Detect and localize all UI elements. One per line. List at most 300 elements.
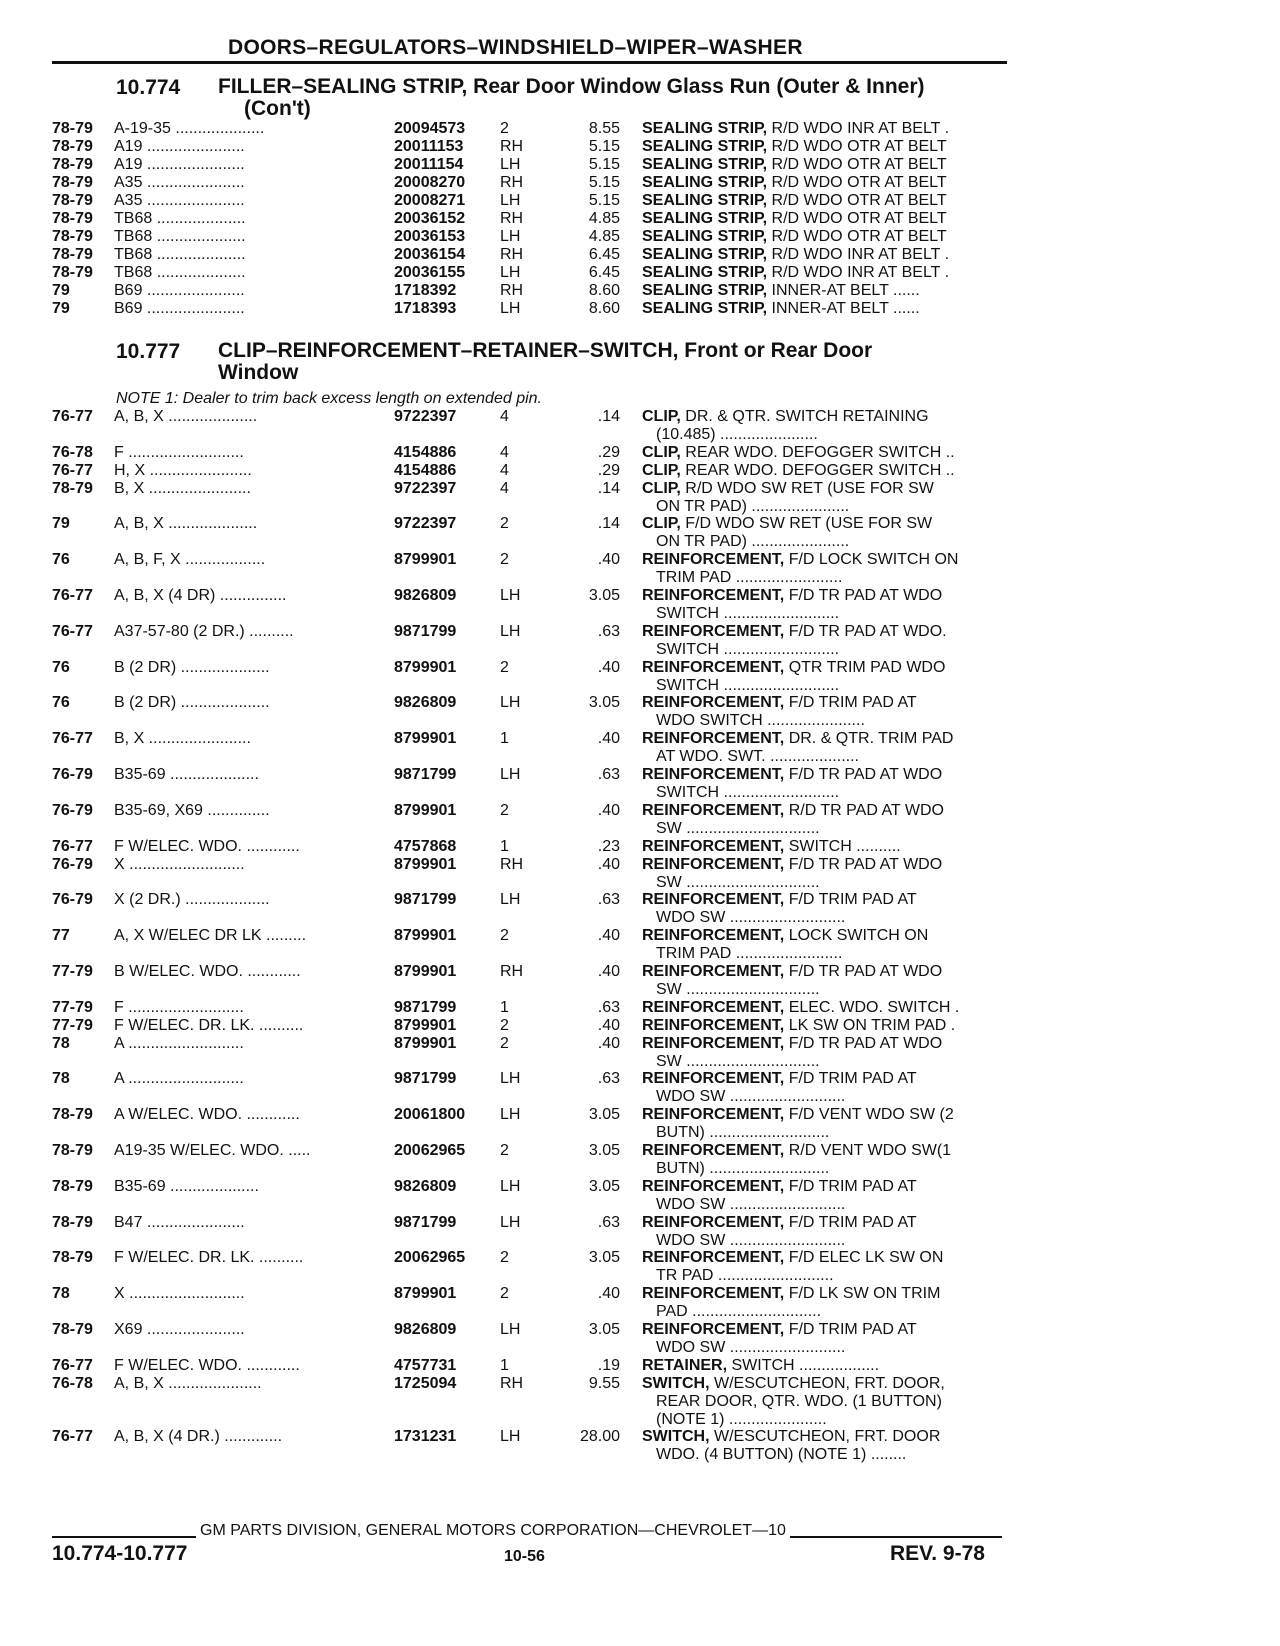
row-item-detail: R/D WDO OTR AT BELT (771, 192, 947, 209)
row-quantity: 2 (500, 120, 509, 137)
row-item-detail: W/ESCUTCHEON, FRT. DOOR (714, 1428, 941, 1446)
row-item-continuation: ON TR PAD) ...................... (656, 497, 850, 515)
row-part-number: 9826809 (394, 587, 457, 604)
row-description (642, 623, 1012, 659)
row-item-name: REINFORCEMENT, (642, 1285, 785, 1303)
row-year: 76-78 (52, 443, 93, 461)
row-year: 79 (52, 282, 70, 299)
row-price: 3.05 (588, 1177, 620, 1195)
row-model: X69 ...................... (114, 1320, 245, 1338)
row-price: 5.15 (588, 156, 620, 173)
table-row (0, 138, 1280, 158)
table-row (0, 1142, 1280, 1180)
row-item-continuation: SW .............................. (656, 819, 820, 837)
row-year: 78-79 (52, 174, 93, 191)
row-year: 78-79 (52, 138, 93, 155)
section-note: NOTE 1: Dealer to trim back excess length on extended pin. (116, 390, 542, 407)
row-item-name: SEALING STRIP, (642, 192, 768, 209)
row-quantity: RH (500, 962, 524, 980)
row-year: 76-79 (52, 891, 93, 909)
row-item-name: CLIP, (642, 443, 681, 461)
row-item-detail: F/D TRIM PAD AT (788, 891, 917, 909)
row-description (642, 1070, 1012, 1106)
row-model: A19 ...................... (114, 138, 245, 155)
row-price: 8.60 (588, 282, 620, 299)
row-description (642, 891, 1012, 927)
row-item-name: SEALING STRIP, (642, 138, 768, 155)
row-part-number: 8799901 (394, 1034, 457, 1052)
row-description (642, 963, 1012, 999)
row-model: A, B, X .................... (114, 408, 258, 425)
row-part-number: 9871799 (394, 622, 457, 640)
row-quantity: RH (500, 855, 524, 873)
section-title-10-774 (218, 76, 925, 120)
row-item-name: SEALING STRIP, (642, 246, 768, 263)
row-description (642, 120, 1012, 138)
row-year: 78-79 (52, 1177, 93, 1195)
row-item-continuation: SW .............................. (656, 873, 820, 891)
row-part-number: 20061800 (394, 1106, 466, 1124)
row-item-name: REINFORCEMENT, (642, 927, 785, 945)
row-quantity: LH (500, 300, 521, 317)
row-description (642, 730, 1012, 766)
row-item-detail: R/D TR PAD AT WDO (788, 801, 944, 819)
row-item-name: CLIP, (642, 461, 681, 479)
row-item-continuation: SWITCH .......................... (656, 784, 840, 801)
row-model: TB68 .................... (114, 228, 246, 245)
row-description (642, 210, 1012, 228)
table-row (0, 963, 1280, 1001)
row-price: .40 (597, 927, 620, 945)
row-part-number: 20008270 (394, 174, 466, 191)
row-part-number: 8799901 (394, 1016, 457, 1034)
row-item-continuation: BUTN) ........................... (656, 1124, 830, 1142)
row-model: B35-69 .................... (114, 1177, 259, 1195)
row-quantity: LH (500, 1320, 521, 1338)
row-item-detail: F/D TR PAD AT WDO (788, 1034, 943, 1052)
row-description (642, 138, 1012, 156)
row-price: 3.05 (588, 694, 620, 712)
row-quantity: 2 (500, 1141, 509, 1159)
row-price: 8.60 (588, 300, 620, 317)
row-item-name: REINFORCEMENT, (642, 1106, 785, 1124)
row-model: B69 ...................... (114, 282, 245, 299)
table-row (0, 1070, 1280, 1108)
row-year: 78 (52, 1070, 70, 1088)
row-item-detail: F/D TRIM PAD AT (788, 694, 917, 712)
table-row (0, 1035, 1280, 1073)
row-quantity: LH (500, 1213, 521, 1231)
table-row (0, 408, 1280, 446)
row-model: B35-69, X69 .............. (114, 801, 270, 819)
row-quantity: 1 (500, 730, 509, 748)
row-description (642, 264, 1012, 282)
row-description (642, 1249, 1012, 1285)
table-row (0, 623, 1280, 661)
row-year: 76-77 (52, 461, 93, 479)
table-row (0, 192, 1280, 212)
row-price: .40 (597, 962, 620, 980)
row-year: 77-79 (52, 998, 93, 1016)
row-quantity: LH (500, 587, 521, 604)
section-title-line2: (Con't) (244, 97, 311, 120)
row-item-continuation: REAR DOOR, QTR. WDO. (1 BUTTON) (656, 1392, 942, 1410)
row-part-number: 8799901 (394, 801, 457, 819)
row-part-number: 9871799 (394, 891, 457, 909)
row-price: 9.55 (588, 1374, 620, 1392)
row-year: 78-79 (52, 1141, 93, 1159)
row-quantity: LH (500, 156, 521, 173)
table-row (0, 1375, 1280, 1431)
row-description (642, 1178, 1012, 1214)
row-item-detail: INNER-AT BELT ...... (771, 300, 920, 317)
row-year: 78-79 (52, 264, 93, 281)
table-row (0, 1214, 1280, 1252)
row-year: 78-79 (52, 1249, 93, 1267)
row-item-detail: SWITCH .................. (731, 1356, 880, 1374)
row-year: 76-77 (52, 587, 93, 604)
row-model: H, X ....................... (114, 461, 252, 479)
row-price: .14 (597, 479, 620, 497)
table-row (0, 228, 1280, 248)
row-model: A-19-35 .................... (114, 120, 265, 137)
row-year: 76-77 (52, 1356, 93, 1374)
row-part-number: 9826809 (394, 694, 457, 712)
row-item-name: REINFORCEMENT, (642, 551, 785, 569)
row-description (642, 480, 1012, 516)
row-price: 3.05 (588, 1141, 620, 1159)
table-row (0, 659, 1280, 697)
row-item-name: REINFORCEMENT, (642, 1016, 785, 1034)
row-model: F W/ELEC. DR. LK. .......... (114, 1016, 304, 1034)
row-item-name: REINFORCEMENT, (642, 1320, 785, 1338)
row-item-name: SEALING STRIP, (642, 300, 768, 317)
row-price: 3.05 (588, 1106, 620, 1124)
row-description (642, 856, 1012, 892)
row-model: A19 ...................... (114, 156, 245, 173)
row-item-continuation: SW .............................. (656, 980, 820, 998)
row-price: .63 (597, 1070, 620, 1088)
row-model: A .......................... (114, 1034, 244, 1052)
row-part-number: 9722397 (394, 408, 457, 425)
row-model: F W/ELEC. WDO. ............ (114, 837, 300, 855)
row-model: TB68 .................... (114, 264, 246, 281)
row-part-number: 8799901 (394, 1285, 457, 1303)
row-model: A19-35 W/ELEC. WDO. ..... (114, 1141, 311, 1159)
row-price: .40 (597, 730, 620, 748)
row-model: A, B, X .................... (114, 515, 258, 533)
row-part-number: 8799901 (394, 551, 457, 569)
table-row (0, 264, 1280, 284)
row-description (642, 999, 1012, 1017)
row-item-detail: QTR TRIM PAD WDO (788, 658, 946, 676)
row-item-continuation: TRIM PAD ........................ (656, 569, 843, 587)
row-model: TB68 .................... (114, 210, 246, 227)
row-year: 78-79 (52, 120, 93, 137)
row-item-continuation: WDO SW .......................... (656, 1231, 846, 1249)
row-item-detail: REAR WDO. DEFOGGER SWITCH .. (685, 461, 955, 479)
row-part-number: 9871799 (394, 998, 457, 1016)
row-description (642, 838, 1012, 856)
row-model: B69 ...................... (114, 300, 245, 317)
row-description (642, 1357, 1012, 1375)
row-item-detail: R/D WDO OTR AT BELT (771, 228, 947, 245)
row-quantity: LH (500, 264, 521, 281)
row-item-detail: LK SW ON TRIM PAD . (788, 1016, 956, 1034)
row-year: 77-79 (52, 1016, 93, 1034)
table-row (0, 120, 1280, 140)
row-price: .29 (597, 443, 620, 461)
row-quantity: LH (500, 766, 521, 783)
row-description (642, 551, 1012, 587)
row-price: .40 (597, 855, 620, 873)
row-part-number: 8799901 (394, 927, 457, 945)
row-item-continuation: BUTN) ........................... (656, 1159, 830, 1177)
row-description (642, 1375, 1012, 1429)
table-row (0, 551, 1280, 589)
row-price: .63 (597, 891, 620, 909)
row-year: 78-79 (52, 1106, 93, 1124)
row-year: 79 (52, 300, 70, 317)
row-item-continuation: SWITCH .......................... (656, 605, 840, 622)
row-part-number: 9871799 (394, 1070, 457, 1088)
row-part-number: 20011153 (394, 138, 464, 155)
row-quantity: LH (500, 1070, 521, 1088)
row-year: 78-79 (52, 246, 93, 263)
table-row (0, 1106, 1280, 1144)
row-quantity: 2 (500, 515, 509, 533)
row-model: B W/ELEC. WDO. ............ (114, 962, 301, 980)
row-price: 3.05 (588, 1249, 620, 1267)
row-year: 78 (52, 1285, 70, 1303)
row-part-number: 20011154 (394, 156, 464, 173)
row-year: 78-79 (52, 228, 93, 245)
row-item-name: REINFORCEMENT, (642, 837, 785, 855)
row-price: 5.15 (588, 174, 620, 191)
row-part-number: 20062965 (394, 1141, 466, 1159)
row-description (642, 1142, 1012, 1178)
row-part-number: 1718393 (394, 300, 457, 317)
row-item-continuation: TRIM PAD ........................ (656, 945, 843, 963)
row-part-number: 8799901 (394, 730, 457, 748)
row-price: 3.05 (588, 1320, 620, 1338)
row-item-name: REINFORCEMENT, (642, 1249, 785, 1267)
row-price: 28.00 (579, 1428, 620, 1446)
row-item-continuation: SW .............................. (656, 1052, 820, 1070)
row-quantity: 2 (500, 1285, 509, 1303)
row-year: 78-79 (52, 1213, 93, 1231)
table-row (0, 1428, 1280, 1466)
row-quantity: LH (500, 228, 521, 245)
row-item-detail: F/D TRIM PAD AT (788, 1213, 917, 1231)
row-description (642, 174, 1012, 192)
table-row (0, 282, 1280, 302)
row-item-continuation: WDO. (4 BUTTON) (NOTE 1) ........ (656, 1446, 907, 1464)
row-item-name: REINFORCEMENT, (642, 587, 785, 604)
row-item-name: SEALING STRIP, (642, 228, 768, 245)
row-year: 78 (52, 1034, 70, 1052)
row-quantity: 4 (500, 461, 509, 479)
row-item-name: REINFORCEMENT, (642, 855, 785, 873)
row-item-detail: F/D WDO SW RET (USE FOR SW (685, 515, 933, 533)
row-item-detail: R/D WDO INR AT BELT . (771, 246, 950, 263)
row-quantity: LH (500, 1428, 521, 1446)
row-item-name: REINFORCEMENT, (642, 766, 785, 783)
row-item-detail: SWITCH .......... (788, 837, 901, 855)
row-price: .40 (597, 1034, 620, 1052)
row-item-name: CLIP, (642, 515, 681, 533)
row-part-number: 4757868 (394, 837, 457, 855)
row-quantity: 2 (500, 1034, 509, 1052)
row-model: B, X ....................... (114, 730, 251, 748)
row-model: A, B, F, X .................. (114, 551, 266, 569)
table-row (0, 587, 1280, 625)
section-title-line1: FILLER–SEALING STRIP, Rear Door Window Glass Run (Outer & Inner) (218, 75, 925, 98)
row-model: B47 ...................... (114, 1213, 245, 1231)
section-title-10-777 (218, 340, 872, 384)
table-row (0, 246, 1280, 266)
row-quantity: 4 (500, 479, 509, 497)
row-item-name: REINFORCEMENT, (642, 730, 785, 748)
row-year: 76 (52, 694, 70, 712)
row-part-number: 8799901 (394, 855, 457, 873)
row-price: 5.15 (588, 138, 620, 155)
row-price: 4.85 (588, 210, 620, 227)
row-description (642, 1017, 1012, 1035)
row-quantity: 1 (500, 998, 509, 1016)
row-description (642, 515, 1012, 551)
row-item-name: REINFORCEMENT, (642, 1070, 785, 1088)
row-description (642, 802, 1012, 838)
row-item-name: REINFORCEMENT, (642, 1213, 785, 1231)
row-description (642, 1106, 1012, 1142)
row-model: B (2 DR) .................... (114, 658, 270, 676)
row-item-detail: F/D TR PAD AT WDO (788, 766, 943, 783)
footer-revision: REV. 9-78 (890, 1542, 985, 1565)
row-model: A, B, X ..................... (114, 1374, 262, 1392)
row-model: A35 ...................... (114, 192, 245, 209)
row-part-number: 9871799 (394, 766, 457, 783)
row-part-number: 20062965 (394, 1249, 466, 1267)
page-header-title: DOORS–REGULATORS–WINDSHIELD–WIPER–WASHER (228, 36, 803, 59)
row-item-detail: R/D VENT WDO SW(1 (788, 1141, 952, 1159)
row-price: .40 (597, 658, 620, 676)
row-item-name: SWITCH, (642, 1428, 710, 1446)
row-quantity: RH (500, 174, 524, 191)
row-item-detail: R/D WDO OTR AT BELT (771, 156, 947, 173)
section-number-10-777: 10.777 (116, 340, 181, 363)
row-item-name: SEALING STRIP, (642, 282, 768, 299)
row-part-number: 9826809 (394, 1320, 457, 1338)
row-model: F W/ELEC. WDO. ............ (114, 1356, 300, 1374)
footer-section-range: 10.774-10.777 (52, 1542, 188, 1565)
row-year: 76-79 (52, 766, 93, 783)
row-item-detail: R/D WDO OTR AT BELT (771, 174, 947, 191)
row-item-continuation: SWITCH .......................... (656, 640, 840, 658)
row-price: 3.05 (588, 587, 620, 604)
row-year: 78-79 (52, 479, 93, 497)
row-item-name: REINFORCEMENT, (642, 801, 785, 819)
row-part-number: 20036155 (394, 264, 466, 281)
row-model: A, X W/ELEC DR LK ......... (114, 927, 307, 945)
row-item-name: REINFORCEMENT, (642, 1141, 785, 1159)
row-item-continuation: WDO SW .......................... (656, 1338, 846, 1356)
row-description (642, 192, 1012, 210)
table-row (0, 1178, 1280, 1216)
row-item-name: SEALING STRIP, (642, 264, 768, 281)
row-part-number: 1718392 (394, 282, 457, 299)
row-item-detail: F/D TR PAD AT WDO (788, 855, 943, 873)
table-row (0, 1285, 1280, 1323)
row-part-number: 1725094 (394, 1374, 457, 1392)
row-quantity: LH (500, 694, 521, 712)
row-price: .63 (597, 1213, 620, 1231)
row-quantity: 2 (500, 658, 509, 676)
row-part-number: 20094573 (394, 120, 466, 137)
row-quantity: 2 (500, 801, 509, 819)
row-description (642, 1035, 1012, 1071)
row-item-detail: R/D WDO OTR AT BELT (771, 138, 947, 155)
row-item-detail: F/D ELEC LK SW ON (788, 1249, 944, 1267)
row-quantity: RH (500, 138, 524, 155)
row-item-detail: LOCK SWITCH ON (788, 927, 929, 945)
row-item-name: SEALING STRIP, (642, 210, 768, 227)
row-part-number: 9871799 (394, 1213, 457, 1231)
row-item-detail: W/ESCUTCHEON, FRT. DOOR, (714, 1374, 945, 1392)
row-item-detail: INNER-AT BELT ...... (771, 282, 920, 299)
row-item-detail: R/D WDO INR AT BELT . (771, 264, 950, 281)
row-item-name: CLIP, (642, 479, 681, 497)
row-quantity: 2 (500, 551, 509, 569)
row-price: 6.45 (588, 264, 620, 281)
row-price: .19 (597, 1356, 620, 1374)
section-number-10-774: 10.774 (116, 76, 181, 99)
row-item-continuation: ON TR PAD) ...................... (656, 533, 850, 551)
row-item-name: REINFORCEMENT, (642, 1177, 785, 1195)
row-model: A .......................... (114, 1070, 244, 1088)
row-quantity: 4 (500, 443, 509, 461)
row-quantity: LH (500, 891, 521, 909)
row-quantity: 2 (500, 927, 509, 945)
row-model: B (2 DR) .................... (114, 694, 270, 712)
row-description (642, 282, 1012, 300)
row-description (642, 659, 1012, 695)
row-price: .40 (597, 1285, 620, 1303)
row-item-continuation: SWITCH .......................... (656, 676, 840, 694)
row-part-number: 1731231 (394, 1428, 457, 1446)
row-year: 79 (52, 515, 70, 533)
row-part-number: 9722397 (394, 515, 457, 533)
row-quantity: 1 (500, 1356, 509, 1374)
row-description (642, 587, 1012, 623)
row-quantity: RH (500, 246, 524, 263)
row-part-number: 20036154 (394, 246, 466, 263)
row-item-detail: R/D WDO INR AT BELT . (771, 120, 950, 137)
row-quantity: 4 (500, 408, 509, 425)
row-year: 78-79 (52, 210, 93, 227)
footer-publisher: GM PARTS DIVISION, GENERAL MOTORS CORPORATION—CHEVROLET—10 (196, 1522, 790, 1540)
row-year: 76-79 (52, 801, 93, 819)
row-item-detail: R/D WDO OTR AT BELT (771, 210, 947, 227)
row-quantity: LH (500, 1177, 521, 1195)
row-item-detail: ELEC. WDO. SWITCH . (788, 998, 960, 1016)
row-description (642, 694, 1012, 730)
row-price: .29 (597, 461, 620, 479)
table-row (0, 694, 1280, 732)
row-model: A, B, X (4 DR) ............... (114, 587, 287, 604)
row-quantity: LH (500, 1106, 521, 1124)
row-price: .23 (597, 837, 620, 855)
